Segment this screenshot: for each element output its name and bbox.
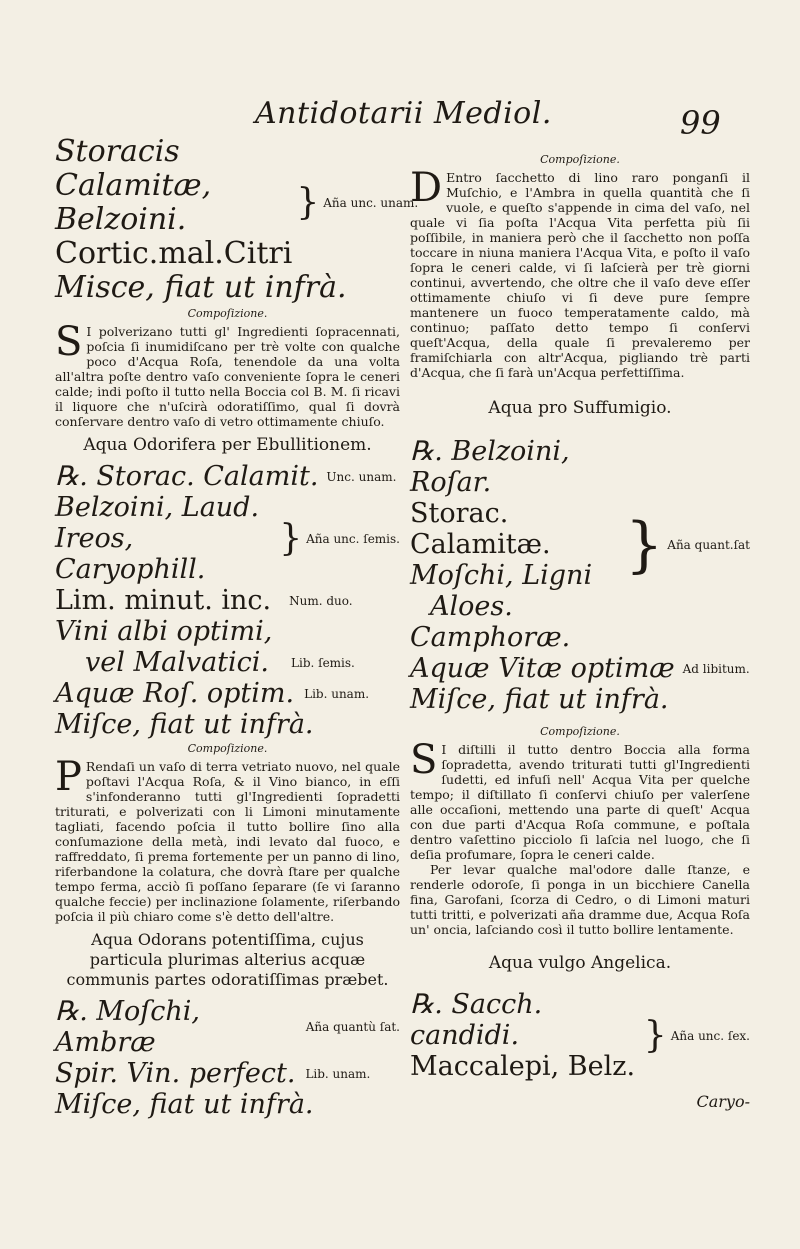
subheading: Aqua pro Suffumigio.	[488, 398, 672, 418]
recipe-row: Aquæ Vitæ optimæ Ad libitum.	[410, 653, 750, 684]
paragraph: S I diſtilli il tutto dentro Boccia alla forma ſopradetta, avendo triturati tutti gl'Ingredienti ſudetti, ed infuſi nell' Acqua Vita per quelche tempo; il diſtillato ſi conſervi chiuſo per valerſene alle occaſioni, mettendo una parte di queſt' Acqua con due parti d'Acqua Roſa commune, e poſtala dentro vaſettino picciolo ſi laſcia nel luogo, che ſi deſia profumare, ſopra le ceneri calde.	[410, 737, 750, 862]
recipe-line: Miſce, fiat ut infrà.	[55, 709, 314, 740]
dosage-note: Lib. unam.	[304, 686, 370, 701]
recipe-row: Lim. minut. inc. Num. duo.	[55, 585, 353, 616]
dosage-note: Unc. unam.	[326, 469, 397, 484]
dosage-note: Aña quant.ſat	[667, 537, 750, 552]
drop-cap: S	[410, 737, 438, 783]
section-heading: Compoſizione.	[187, 307, 268, 320]
drop-cap: P	[55, 754, 82, 800]
running-head: Antidotarii Mediol.	[255, 96, 552, 131]
dosage-note: Aña unc. ſex.	[670, 1028, 750, 1043]
drop-cap: D	[410, 165, 443, 211]
dosage-note: Ad libitum.	[682, 661, 750, 676]
dosage-note: Lib. unam.	[305, 1066, 371, 1081]
recipe-line: Belzoini.	[55, 202, 187, 237]
drop-cap: S	[55, 319, 83, 365]
dosage-note: Aña unc. unam.	[323, 196, 419, 210]
brace: }	[279, 517, 303, 559]
recipe-row: Aquæ Roſ. optim. Lib. unam.	[55, 678, 370, 709]
paragraph: P Rendaſi un vaſo di terra vetriato nuovo, nel quale poſtavi l'Acqua Roſa, & il Vino bianco, in eſſi s'infonderanno tutti gl'Ingredienti ſopradetti triturati, e polverizati con li Limoni minutamente tagliati, facendo poſcia il tutto bollire ſino alla conſumazione della metà, indi levato dal fuoco, e raffreddato, ſi prema fortemente per un panno di lino, riferbandone la colatura, che dovrà ſtare per qualche tempo ferma, acciò ſi poſſano ſeparare (ſe vi ſaranno qualche feccie) per inclinazione ſolamente, riſerbando poſcia il più chiaro come s'è detto dell'altre.	[55, 754, 400, 924]
paragraph: D Entro ſacchetto di lino raro ponganſi il Muſchio, e l'Ambra in quella quantità che ſi vuole, e queſto s'appende in cima del vaſo, nel quale vi ſia poſta l'Acqua Vita perfetta più ſii poſſibile, in maniera però che il ſacchetto non poſſa toccare in niuna maniera l'Acqua Vita, e poſto il vaſo ſopra le ceneri calde, vi ſi laſcierà per trè giorni continui, avvertendo, che oltre che il vaſo deve eſſer ottimamente chiuſo vi ſi deve pure ſempre mantenere un fuoco temperatamente caldo, mà continuo; paſſato detto tempo ſi conſervi queſt'Acqua, della quale ſi prevaleremo per framiſchiarla con altr'Acqua, pigliando trè parti d'Acqua, che ſi farà un'Acqua perfettiſſima.	[410, 165, 750, 380]
catchword: Caryo-	[696, 1092, 750, 1111]
page-number: 99	[680, 104, 721, 142]
brace: }	[643, 1014, 667, 1056]
recipe-group: Belzoini, Laud. Ireos, Caryophill. } Aña unc. ſemis.	[55, 492, 400, 585]
section-heading: Compoſizione.	[187, 742, 268, 755]
recipe-row: Spir. Vin. perfect. Lib. unam.	[55, 1058, 371, 1089]
recipe-group: ℞. Sacch. candidi. Maccalepi, Belz. } Aña unc. ſex.	[410, 989, 750, 1082]
section-heading: Compoſizione.	[540, 153, 620, 166]
left-column	[55, 134, 419, 1120]
right-column	[410, 135, 750, 1117]
recipe-line: Miſce, fiat ut infrà.	[55, 1089, 314, 1120]
recipe-row: ℞. Moſchi, Ambræ Aña quantù ſat.	[55, 996, 400, 1058]
recipe-group: ℞. Belzoini, Roſar. Storac. Calamitæ. Moſchi, Ligni Aloes. Camphoræ. } Aña quant.ſat	[410, 436, 750, 653]
recipe-1	[55, 134, 419, 271]
recipe-line: Miſce, fiat ut infrà.	[410, 684, 669, 715]
recipe-line: Storacis Calamitæ,	[55, 134, 212, 203]
recipe-line: Cortic.mal.Citri	[55, 236, 293, 271]
subheading: Aqua Odorifera per Ebullitionem.	[83, 435, 372, 455]
dosage-note: Aña unc. ſemis.	[306, 531, 400, 546]
dosage-note: Aña quantù ſat.	[305, 1020, 400, 1034]
recipe-line: Vini albi optimi,	[55, 616, 273, 647]
brace: }	[625, 509, 664, 580]
recipe-line: Misce, fiat ut infrà.	[55, 270, 347, 305]
dosage-note: Num. duo.	[289, 593, 353, 608]
paragraph: Per levar qualche mal'odore dalle ſtanze, e renderle odoroſe, ſi ponga in un bicchiere Canella fina, Garofani, ſcorza di Cedro, o di Limoni maturi tutti tritti, e polverizati aña dramme due, Acqua Roſa un' oncia, laſciando così il tutto bollire lentamente.	[410, 862, 750, 937]
dosage-note: Lib. ſemis.	[291, 655, 355, 670]
subheading: Aqua Odorans potentiſſima, cujus particula plurimas alterius acquæ communis partes odoratiſſimas præbet.	[66, 930, 389, 989]
paragraph: S I polverizano tutti gl' Ingredienti ſopracennati, poſcia ſi inumidiſcano per trè volte con qualche poco d'Acqua Roſa, tenendole da una volta all'altra poſte dentro vaſo conveniente ſopra le ceneri calde; indi poſto il tutto nella Boccia col B. M. ſi ricavi il liquore che n'uſcirà odoratiſſimo, qual ſi dovrà conſervare dentro vaſo di vetro ottimamente chiuſo.	[55, 319, 400, 429]
subheading: Aqua vulgo Angelica.	[488, 953, 672, 973]
brace: }	[296, 182, 320, 223]
section-heading: Compoſizione.	[540, 725, 620, 738]
recipe-row: vel Malvatici. Lib. ſemis.	[85, 647, 355, 678]
recipe-row: ℞. Storac. Calamit. Unc. unam.	[55, 461, 397, 492]
